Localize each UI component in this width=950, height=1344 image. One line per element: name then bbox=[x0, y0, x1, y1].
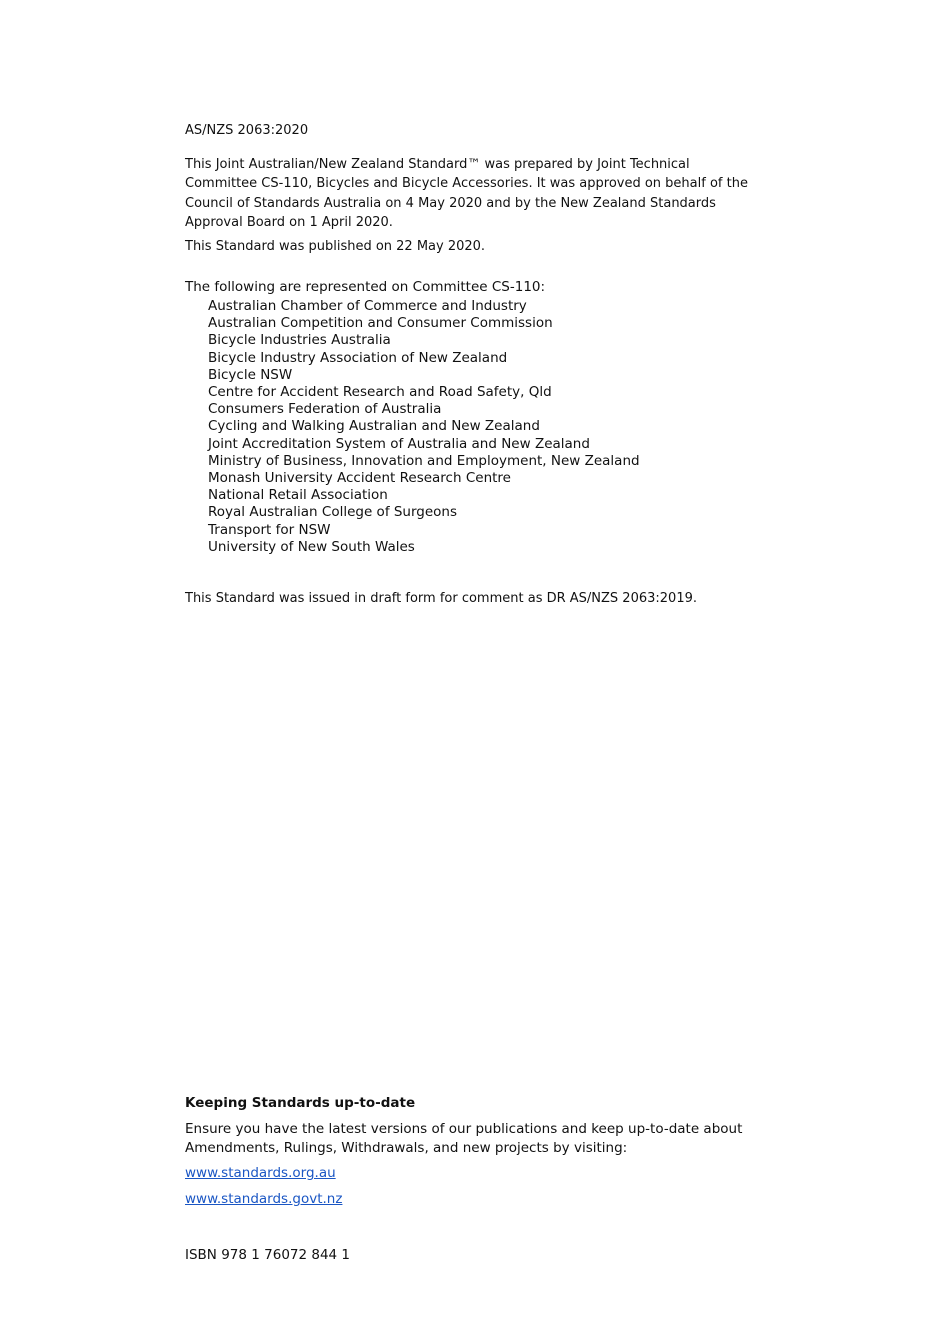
committee-member-list bbox=[208, 298, 768, 556]
committee-member: Australian Competition and Consumer Commission bbox=[208, 315, 553, 332]
committee-member: National Retail Association bbox=[208, 487, 388, 504]
keeping-up-to-date-heading: Keeping Standards up-to-date bbox=[185, 1095, 416, 1111]
committee-member: Bicycle NSW bbox=[208, 366, 293, 383]
committee-member: Australian Chamber of Commerce and Industry bbox=[208, 298, 527, 314]
committee-member: Consumers Federation of Australia bbox=[208, 401, 442, 418]
committee-member: Cycling and Walking Australian and New Zealand bbox=[208, 418, 540, 435]
published-date-paragraph: This Standard was published on 22 May 2020. bbox=[185, 239, 486, 254]
isbn: ISBN 978 1 76072 844 1 bbox=[185, 1247, 351, 1263]
committee-intro: The following are represented on Committee CS-110: bbox=[185, 279, 546, 295]
standards-au-link[interactable]: www.standards.org.au bbox=[185, 1165, 336, 1181]
keeping-up-to-date-text: Ensure you have the latest versions of our publications and keep up-to-date about Amendments, Rulings, Withdrawals, and new projects by visiting: bbox=[185, 1121, 743, 1156]
standards-nz-link[interactable]: www.standards.govt.nz bbox=[185, 1191, 343, 1207]
committee-member: Royal Australian College of Surgeons bbox=[208, 504, 458, 521]
preparation-paragraph: This Joint Australian/New Zealand Standard™ was prepared by Joint Technical Committee CS-110, Bicycles and Bicycle Accessories. It was approved on behalf of the Council of Standards Australia on 4 May 2020 and by the New Zealand Standards Approval Board on 1 April 2020. bbox=[185, 157, 748, 230]
committee-member: Bicycle Industry Association of New Zealand bbox=[208, 349, 508, 366]
committee-member: Centre for Accident Research and Road Safety, Qld bbox=[208, 384, 552, 401]
committee-member: Ministry of Business, Innovation and Employment, New Zealand bbox=[208, 452, 640, 469]
committee-member: University of New South Wales bbox=[208, 538, 415, 555]
standard-id: AS/NZS 2063:2020 bbox=[185, 123, 309, 138]
draft-notice: This Standard was issued in draft form for comment as DR AS/NZS 2063:2019. bbox=[185, 591, 697, 606]
committee-member: Bicycle Industries Australia bbox=[208, 332, 391, 349]
committee-member: Monash University Accident Research Centre bbox=[208, 470, 511, 487]
committee-member: Transport for NSW bbox=[208, 521, 331, 538]
committee-member: Joint Accreditation System of Australia and New Zealand bbox=[208, 435, 590, 452]
